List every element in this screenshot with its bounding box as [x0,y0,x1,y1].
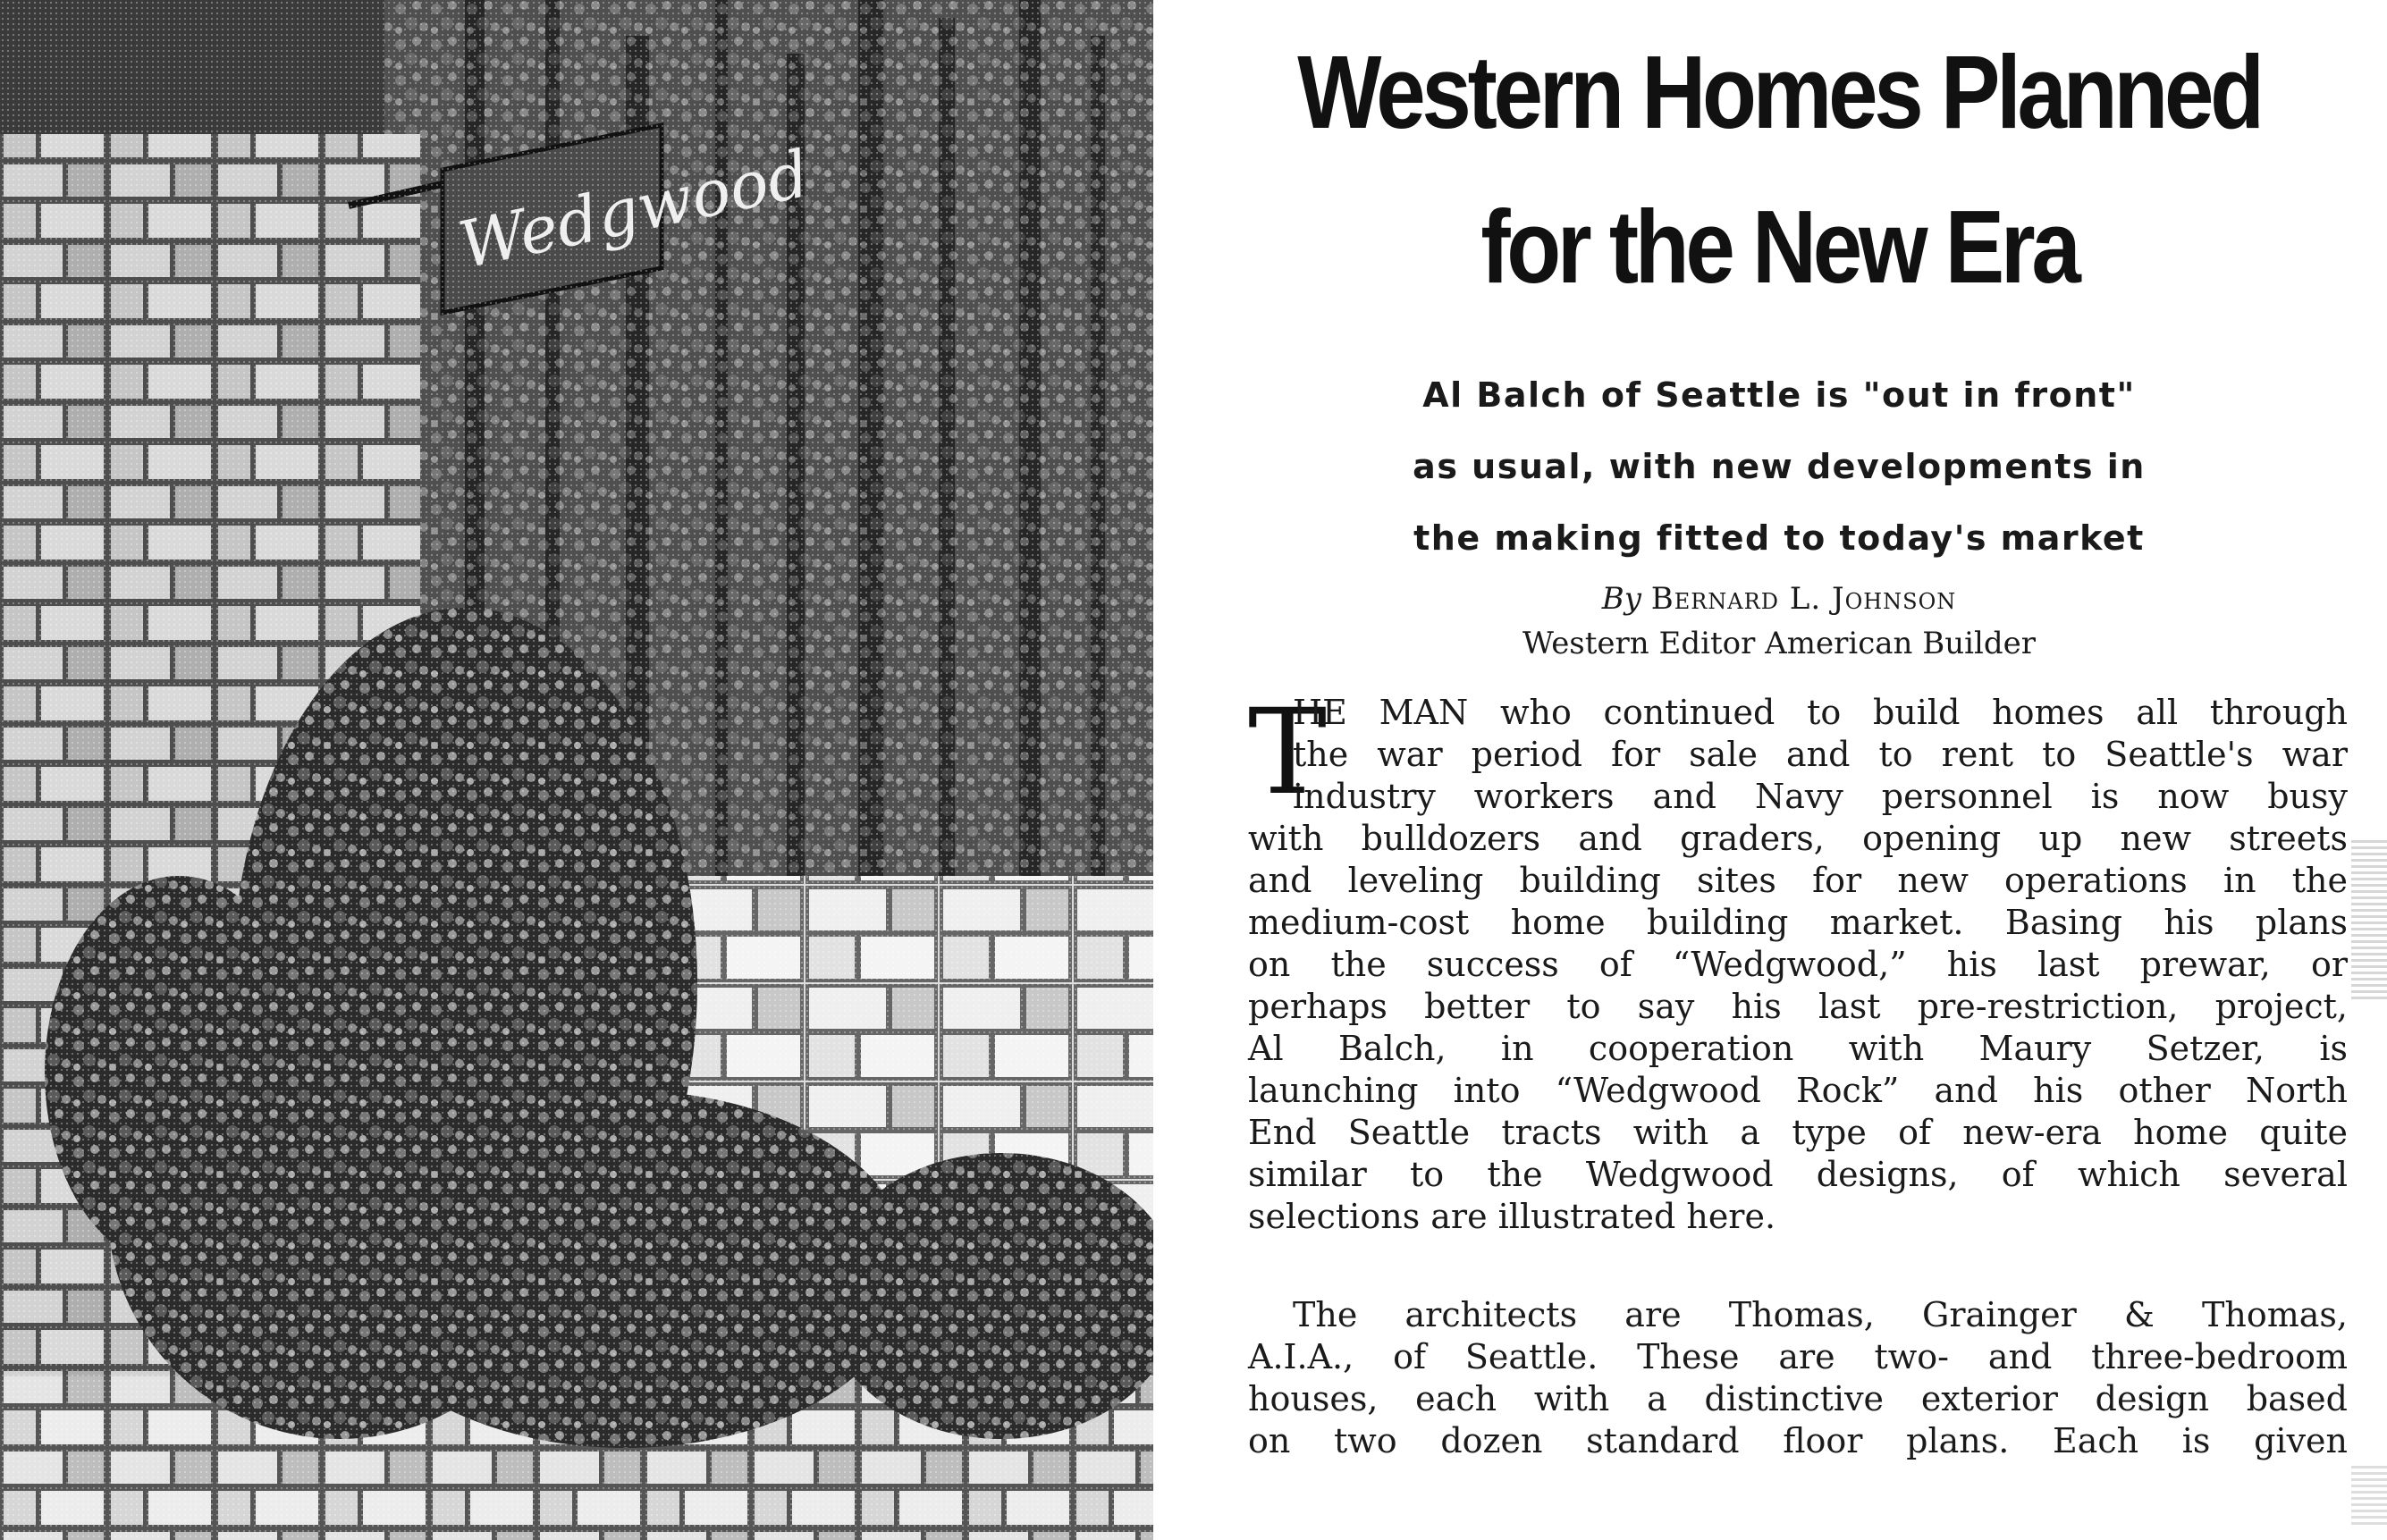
page-edge-scan-mark [2351,840,2387,1001]
paragraph-1 [1248,684,2348,1238]
page-edge-scan-mark [2351,1466,2387,1528]
paragraph-1-line: industry workers and Navy personnel is now busy [1293,777,2348,816]
paragraph-1-line: HE MAN who continued to build homes all through [1293,693,2348,732]
paragraph-1-line: similar to the Wedgwood designs, of which several [1248,1155,2348,1194]
byline-by: By [1601,581,1641,617]
paragraph-1-line: launching into “Wedgwood Rock” and his other North [1248,1071,2348,1110]
headline-line-1: Western Homes Planned [1297,34,2261,150]
photo-illustration [0,0,1153,1540]
paragraph-1-line: and leveling building sites for new operations in the [1248,861,2348,900]
paragraph-2-line: A.I.A., of Seattle. These are two- and three-bedroom [1248,1337,2348,1376]
paragraph-2-line: on two dozen standard floor plans. Each is given [1248,1421,2348,1460]
deck-line-1: Al Balch of Seattle is "out in front" [1422,375,2136,415]
paragraph-1-line: perhaps better to say his last pre-restriction, project, [1248,987,2348,1026]
paragraph-1-line: Al Balch, in cooperation with Maury Setzer, is [1248,1029,2348,1068]
byline-title: Western Editor American Builder [1522,626,2036,661]
byline-author-name: Bernard L. Johnson [1650,581,1957,617]
paragraph-1-line: medium-cost home building market. Basing his plans [1248,903,2348,942]
paragraph-1-line: on the success of “Wedgwood,” his last prewar, or [1248,945,2348,984]
paragraph-2-line: The architects are Thomas, Grainger & Thomas, [1293,1295,2348,1334]
paragraph-1-line: End Seattle tracts with a type of new-era home quite [1248,1113,2348,1152]
paragraph-1-line: the war period for sale and to rent to Seattle's war [1293,735,2348,774]
article-column [1216,0,2348,1540]
drop-cap: T [1248,684,1328,821]
wedgwood-entrance-photo [0,0,1153,1540]
headline-line-2: for the New Era [1480,189,2078,305]
paragraph-1-line: selections are illustrated here. [1248,1197,1776,1236]
deck-line-2: as usual, with new developments in [1413,447,2146,486]
byline-author [1216,581,2342,617]
deck-line-3: the making fitted to today's market [1413,518,2145,558]
paragraph-1-line: with bulldozers and graders, opening up new streets [1248,819,2348,858]
paragraph-2-line: houses, each with a distinctive exterior design based [1248,1379,2348,1418]
paragraph-2 [1248,1294,2348,1462]
